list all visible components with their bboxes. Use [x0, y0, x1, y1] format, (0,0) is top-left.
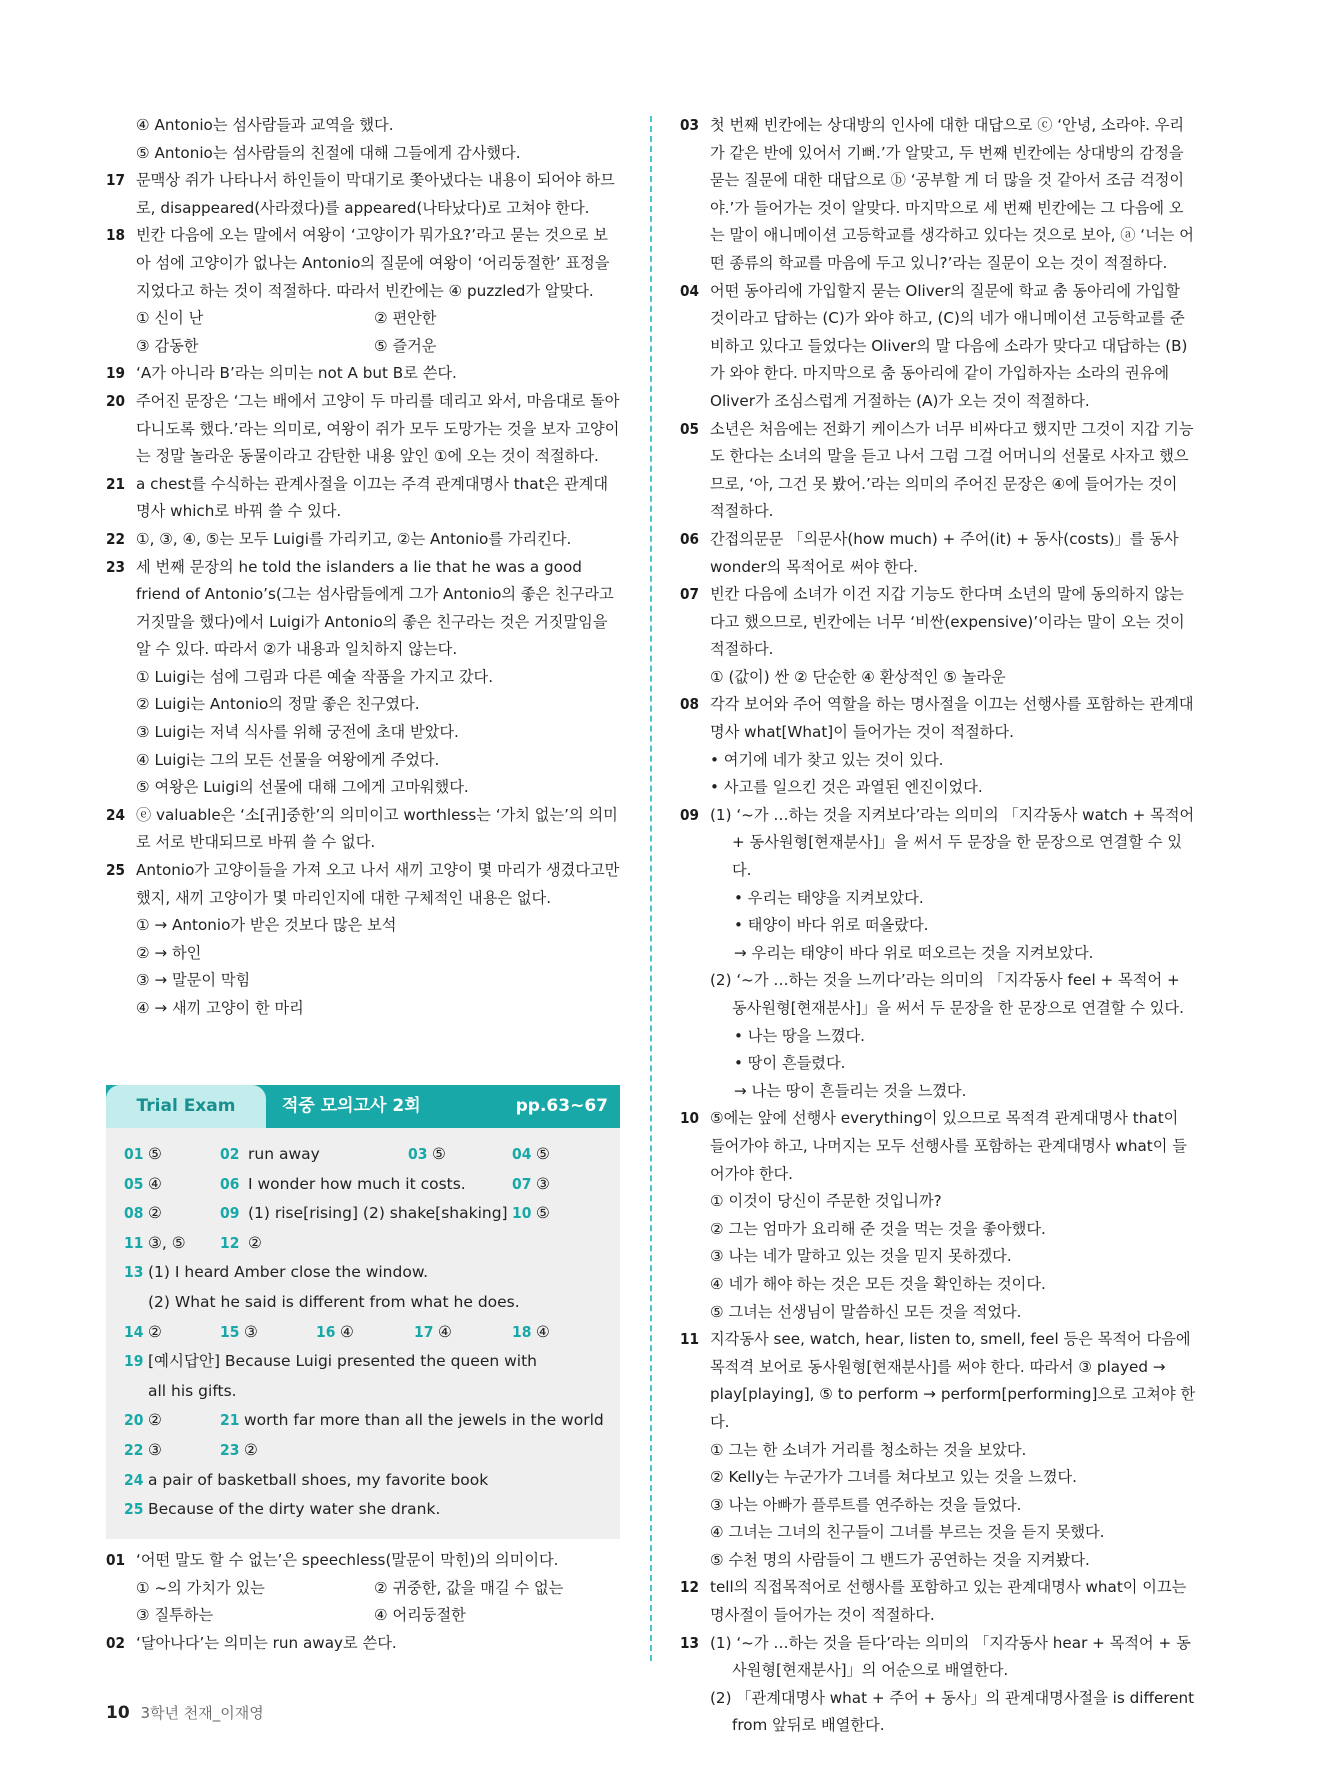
explanation-18 — [106, 222, 622, 305]
question-number: 24 — [106, 805, 126, 824]
answer-value: ② — [244, 1440, 258, 1459]
explanation-text: 간접의문문 「의문사(how much) + 주어(it) + 동사(costs)」를 동사wonder의 목적어로 써야 한다. — [710, 529, 1179, 576]
explanation-25 — [106, 857, 622, 912]
sub-line: ② Luigi는 Antonio의 정말 좋은 친구였다. — [136, 695, 420, 714]
explanation-text: ⑤에는 앞에 선행사 everything이 있으므로 목적격 관계대명사 that이 들어가야 하고, 나머지는 모두 선행사를 포함하는 관계대명사 what이 들어가야 한다. — [710, 1109, 1187, 1183]
explanation-05 — [680, 416, 1196, 526]
answer-number: 14 — [124, 1322, 144, 1341]
sub-line: ⑤ 그녀는 선생님이 말씀하신 모든 것을 적었다. — [710, 1302, 1022, 1321]
explanation-19 — [106, 360, 622, 388]
answer-key — [106, 1128, 620, 1539]
explanation-text: 빈칸 다음에 오는 말에서 여왕이 ‘고양이가 뭐가요?’라고 묻는 것으로 보아 섬에 고양이가 없나는 Antonio의 질문에 여왕이 ‘어리둥절한’ 표정을 지었다고 하는 것이 적절하다. 따라서 빈칸에는 ④ puzzled가 알맞다. — [136, 226, 610, 300]
answer-row — [124, 1199, 604, 1229]
answer-value: (1) rise[rising] (2) shake[shaking] — [248, 1204, 508, 1223]
answer-value: ② — [248, 1233, 262, 1252]
explanation-10 — [680, 1105, 1196, 1188]
answer-row — [124, 1258, 604, 1288]
explanation-text: 소년은 처음에는 전화기 케이스가 너무 비싸다고 했지만 그것이 지갑 기능도 한다는 소녀의 말을 듣고 나서 그럼 그걸 어머니의 선물로 사자고 했으므로, ‘아, 그건 못 봤어.’라는 의미의 주어진 문장은 ④에 들어가는 것이 적절하다. — [710, 419, 1194, 521]
option: ② 편안한 — [374, 309, 437, 328]
answer-number: 07 — [512, 1174, 532, 1193]
sub-line: ② 그는 엄마가 요리해 준 것을 먹는 것을 좋아했다. — [710, 1219, 1046, 1238]
option: ① ~의 가치가 있는 — [136, 1578, 265, 1597]
explanation-07 — [680, 581, 1196, 664]
answer-row — [124, 1140, 604, 1170]
explanation-24 — [106, 802, 622, 857]
question-number: 02 — [106, 1633, 126, 1652]
sub-line: ② Kelly는 누군가가 그녀를 쳐다보고 있는 것을 느꼈다. — [710, 1468, 1077, 1487]
answer-number: 18 — [512, 1322, 532, 1341]
trial-exam-title: 적중 모의고사 2회 — [282, 1096, 421, 1116]
explanation-text: (1) ‘~가 …하는 것을 듣다’라는 의미의 「지각동사 hear + 목적어 + 동사원형[현재분사]」의 어순으로 배열한다. — [710, 1633, 1191, 1680]
answer-number: 22 — [124, 1440, 144, 1459]
answer-number: 20 — [124, 1411, 144, 1430]
explanation-text: a chest를 수식하는 관계사절을 이끄는 주격 관계대명사 that은 관계대명사 which로 바꿔 쓸 수 있다. — [136, 474, 609, 521]
answer-number: 05 — [124, 1174, 144, 1193]
answer-row — [124, 1466, 604, 1496]
explanation-text: 각각 보어와 주어 역할을 하는 명사절을 이끄는 선행사를 포함하는 관계대명사 what[What]이 들어가는 것이 적절하다. — [710, 695, 1194, 742]
explanation-text: (1) ‘~가 …하는 것을 지켜보다’라는 의미의 「지각동사 watch + 목적어 + 동사원형[현재분사]」을 써서 두 문장을 한 문장으로 연결할 수 있다. — [710, 805, 1195, 880]
answer-value: (2) What he said is different from what he does. — [148, 1292, 520, 1311]
sub-line: ③ 나는 네가 말하고 있는 것을 믿지 못하겠다. — [710, 1247, 1012, 1266]
question-number: 11 — [680, 1330, 700, 1349]
question-number: 01 — [106, 1551, 126, 1569]
question-number: 08 — [680, 695, 700, 714]
answer-number: 09 — [220, 1204, 240, 1223]
sub-line: ① 이것이 당신이 주문한 것입니까? — [710, 1192, 942, 1211]
option: ③ 감동한 — [136, 336, 199, 355]
answer-row — [124, 1229, 604, 1259]
answer-number: 03 — [408, 1145, 428, 1163]
answer-row — [124, 1406, 604, 1436]
answer-number: 10 — [512, 1204, 532, 1223]
explanation-text: 주어진 문장은 ‘그는 배에서 고양이 두 마리를 데리고 와서, 마음대로 돌아다니도록 했다.’라는 의미로, 여왕이 쥐가 모두 도망가는 것을 보자 고양이는 정말 놀라운 동물이라고 감탄한 내용 앞인 ①에 오는 것이 적절하다. — [136, 391, 620, 466]
sub-line: ⑤ 수천 명의 사람들이 그 밴드가 공연하는 것을 지켜봤다. — [710, 1550, 1090, 1569]
left-column — [106, 112, 622, 1023]
explanation-text: ‘어떤 말도 할 수 없는’은 speechless(말문이 막힌)의 의미이다. — [136, 1551, 559, 1569]
left-bottom-column — [106, 1547, 622, 1657]
question-number: 07 — [680, 585, 700, 604]
answer-value: ③ — [536, 1174, 550, 1193]
answer-number: 25 — [124, 1500, 144, 1519]
trial-exam-box — [106, 1085, 620, 1539]
answer-value: ③ — [148, 1440, 162, 1459]
answer-value: I wonder how much it costs. — [248, 1174, 466, 1193]
answer-value: worth far more than all the jewels in the world — [244, 1411, 604, 1430]
question-number: 04 — [680, 281, 700, 300]
explanation-03 — [680, 112, 1196, 278]
trial-exam-pages: pp.63~67 — [515, 1096, 608, 1116]
answer-number: 12 — [220, 1233, 240, 1252]
answer-value: ③ — [244, 1322, 258, 1341]
answer-value: ② — [148, 1322, 162, 1341]
sub-line: ④ 그녀는 그녀의 친구들이 그녀를 부르는 것을 듣지 못했다. — [710, 1523, 1105, 1542]
answer-value: a pair of basketball shoes, my favorite book — [148, 1470, 489, 1489]
explanation-text: 어떤 동아리에 가입할지 묻는 Oliver의 질문에 학교 춤 동아리에 가입할 것이라고 답하는 (C)가 와야 하고, (C)의 네가 애니메이션 고등학교를 준비하고 있다고 들었다는 Oliver의 말 다음에 소라가 맞다고 대답하는 (B)가 와야 한다. 마지막으로 춤 동아리에 같이 가입하자는 소라의 권유에 Oliver가 조심스럽게 거절하는 (A)가 오는 것이 적절하다. — [710, 281, 1188, 410]
sub-line: ④ Luigi는 그의 모든 선물을 여왕에게 주었다. — [136, 750, 440, 769]
page-number: 10 — [106, 1703, 130, 1723]
sub-line: • 땅이 흔들렸다. — [734, 1054, 846, 1073]
answer-value: run away — [248, 1145, 320, 1163]
explanation-23 — [106, 554, 622, 664]
answer-row — [124, 1318, 604, 1348]
sub-line: → 우리는 태양이 바다 위로 떠오르는 것을 지켜보았다. — [734, 943, 1094, 962]
explanation-text: Antonio가 고양이들을 가져 오고 나서 새끼 고양이 몇 마리가 생겼다고만 했지, 새끼 고양이가 몇 마리인지에 대한 구체적인 내용은 없다. — [136, 861, 620, 907]
explanation-text: tell의 직접목적어로 선행사를 포함하고 있는 관계대명사 what이 이끄는 명사절이 들어가는 것이 적절하다. — [710, 1578, 1187, 1625]
answer-number: 15 — [220, 1322, 240, 1341]
option: ③ 질투하는 — [136, 1606, 214, 1625]
answer-number: 19 — [124, 1352, 144, 1371]
answer-value: Because of the dirty water she drank. — [148, 1500, 441, 1519]
option: ① 신이 난 — [136, 309, 204, 328]
answer-row — [124, 1347, 604, 1406]
question-number: 03 — [680, 116, 700, 134]
answer-number: 04 — [512, 1145, 532, 1163]
answer-number: 16 — [316, 1322, 336, 1341]
answer-value: ② — [148, 1411, 162, 1430]
footer-text: 3학년 천재_이재영 — [140, 1704, 264, 1722]
sub-line: ④ 네가 해야 하는 것은 모든 것을 확인하는 것이다. — [710, 1274, 1046, 1293]
explanation-text: 문맥상 쥐가 나타나서 하인들이 막대기로 쫓아냈다는 내용이 되어야 하므로, disappeared(사라졌다)를 appeared(나타났다)로 고쳐야 한다. — [136, 171, 615, 217]
explanation-text: (2) 「관계대명사 what + 주어 + 동사」의 관계대명사절을 is different from 앞뒤로 배열한다. — [710, 1688, 1195, 1735]
answer-number: 01 — [124, 1145, 144, 1163]
explanation-12 — [680, 1574, 1196, 1629]
answer-number: 08 — [124, 1204, 144, 1223]
explanation-06 — [680, 526, 1196, 581]
explanation-11 — [680, 1326, 1196, 1436]
explanation-text: 세 번째 문장의 he told the islanders a lie that he was a good friend of Antonio’s(그는 섬사람들에게 그가 Antonio의 좋은 친구라고 거짓말을 했다)에서 Luigi가 Antonio의 좋은 친구라는 것은 거짓말임을 알 수 있다. 따라서 ②가 내용과 일치하지 않는다. — [136, 557, 614, 659]
sub-line: • 여기에 네가 찾고 있는 것이 있다. — [710, 750, 944, 769]
answer-row — [124, 1170, 604, 1200]
answer-value: ④ — [536, 1322, 550, 1341]
option: ④ 어리둥절한 — [374, 1606, 466, 1625]
explanation-text: 빈칸 다음에 소녀가 이건 지갑 기능도 한다며 소년의 말에 동의하지 않는다고 했으므로, 빈칸에는 너무 ‘비싼(expensive)’이라는 말이 오는 것이 적절하다. — [710, 585, 1185, 659]
sub-line: • 나는 땅을 느꼈다. — [734, 1026, 865, 1045]
sub-line: • 태양이 바다 위로 떠올랐다. — [734, 916, 929, 935]
answer-value: ② — [148, 1204, 162, 1223]
explanation-09 — [680, 802, 1196, 885]
question-number: 23 — [106, 557, 126, 576]
answer-number: 23 — [220, 1440, 240, 1459]
answer-number: 17 — [414, 1322, 434, 1341]
sub-line: ③ → 말문이 막힘 — [136, 971, 251, 990]
answer-value: ⑤ — [536, 1145, 550, 1163]
question-number: 17 — [106, 171, 126, 190]
explanation-text: ⓔ valuable은 ‘소[귀]중한’의 의미이고 worthless는 ‘가치 없는’의 의미로 서로 반대되므로 바꿔 쓸 수 없다. — [136, 805, 618, 852]
trial-exam-header — [106, 1085, 620, 1128]
trial-exam-tab: Trial Exam — [106, 1085, 266, 1128]
option-grid — [106, 305, 622, 360]
answer-value: (1) I heard Amber close the window. — [148, 1263, 429, 1282]
question-number: 13 — [680, 1633, 700, 1652]
explanation-20 — [106, 388, 622, 471]
question-number: 18 — [106, 226, 126, 245]
answer-value: [예시답안] Because Luigi presented the queen with all his gifts. — [148, 1352, 537, 1400]
explanation-text: 지각동사 see, watch, hear, listen to, smell, feel 등은 목적어 다음에 목적격 보어로 동사원형[현재분사]를 써야 한다. 따라서 ③ played → play[playing], ⑤ to perform → perform[performing]으로 고쳐야 한다. — [710, 1330, 1196, 1431]
question-number: 20 — [106, 391, 126, 410]
explanation-text: ‘A가 아니라 B’라는 의미는 not A but B로 쓴다. — [136, 364, 457, 383]
sub-line: ① Luigi는 섬에 그림과 다른 예술 작품을 가지고 갔다. — [136, 667, 494, 686]
answer-value: ④ — [148, 1174, 162, 1193]
explanation-text: ①, ③, ④, ⑤는 모두 Luigi를 가리키고, ②는 Antonio를 가리킨다. — [136, 529, 572, 548]
sub-line: • 사고를 일으킨 것은 과열된 엔진이었다. — [710, 778, 983, 797]
explanation-01 — [106, 1547, 622, 1575]
sub-line: ⑤ 여왕은 Luigi의 선물에 대해 그에게 고마워했다. — [136, 778, 469, 797]
answer-value: ⑤ — [432, 1145, 446, 1163]
question-number: 21 — [106, 474, 126, 493]
question-number: 25 — [106, 861, 126, 880]
sub-line: ④ → 새끼 고양이 한 마리 — [136, 999, 304, 1017]
question-number: 12 — [680, 1578, 700, 1597]
answer-value: ④ — [438, 1322, 452, 1341]
explanation-04 — [680, 278, 1196, 416]
answer-row — [124, 1436, 604, 1466]
explanation-text: ‘달아나다’는 의미는 run away로 쓴다. — [136, 1633, 397, 1652]
sub-line: ② → 하인 — [136, 943, 202, 962]
answer-row — [124, 1288, 604, 1318]
sub-line: ① (값이) 싼 ② 단순한 ④ 환상적인 ⑤ 놀라운 — [710, 667, 1006, 686]
sub-line: ③ Luigi는 저녁 식사를 위해 궁전에 초대 받았다. — [136, 723, 459, 742]
sub-line: ③ 나는 아빠가 플루트를 연주하는 것을 들었다. — [710, 1495, 1022, 1514]
answer-number: 11 — [124, 1233, 144, 1252]
answer-number: 21 — [220, 1411, 240, 1430]
question-number: 10 — [680, 1109, 700, 1128]
explanation-22 — [106, 526, 622, 554]
option: ② 귀중한, 값을 매길 수 없는 — [374, 1578, 564, 1597]
question-number: 05 — [680, 419, 700, 438]
answer-row — [124, 1495, 604, 1525]
question-number: 19 — [106, 364, 126, 383]
right-column — [680, 112, 1196, 1740]
sub-line: ① 그는 한 소녀가 거리를 청소하는 것을 보았다. — [710, 1440, 1027, 1459]
explanation-21 — [106, 471, 622, 526]
explanation-text: 첫 번째 빈칸에는 상대방의 인사에 대한 대답으로 ⓒ ‘안녕, 소라야. 우리가 같은 반에 있어서 기뻐.’가 알맞고, 두 번째 빈칸에는 상대방의 감정을 묻는 질문에 대한 대답으로 ⓑ ‘공부할 게 더 많을 것 같아서 조금 걱정이야.’가 들어가는 것이 알맞다. 마지막으로 세 번째 빈칸에는 그 다음에 오는 말이 애니메이션 고등학교를 생각하고 있다는 것으로 보아, ⓐ ‘너는 어떤 종류의 학교를 마음에 두고 있니?’라는 질문이 오는 것이 적절하다. — [710, 116, 1194, 272]
sub-line: → 나는 땅이 흔들리는 것을 느꼈다. — [734, 1081, 967, 1100]
answer-line: ④ Antonio는 섬사람들과 교역을 했다. — [136, 116, 394, 134]
answer-value: ⑤ — [148, 1145, 162, 1163]
explanation-17 — [106, 167, 622, 222]
question-number: 06 — [680, 529, 700, 548]
answer-value: ④ — [340, 1322, 354, 1341]
page-footer — [106, 1702, 264, 1723]
answer-number: 13 — [124, 1263, 144, 1282]
explanation-13 — [680, 1630, 1196, 1685]
column-divider — [650, 116, 652, 1661]
explanation-02 — [106, 1630, 622, 1658]
answer-number: 02 — [220, 1145, 240, 1163]
explanation-08 — [680, 691, 1196, 746]
answer-number: 06 — [220, 1174, 240, 1193]
answer-number: 24 — [124, 1470, 144, 1489]
answer-value: ③, ⑤ — [148, 1233, 186, 1252]
question-number: 22 — [106, 529, 126, 548]
sub-line: • 우리는 태양을 지켜보았다. — [734, 888, 924, 907]
explanation-text: (2) ‘~가 …하는 것을 느끼다’라는 의미의 「지각동사 feel + 목적어 + 동사원형[현재분사]」을 써서 두 문장을 한 문장으로 연결할 수 있다. — [710, 971, 1184, 1017]
answer-value: ⑤ — [536, 1204, 550, 1223]
option-grid — [106, 1575, 622, 1630]
sub-line: ① → Antonio가 받은 것보다 많은 보석 — [136, 916, 397, 935]
answer-line: ⑤ Antonio는 섬사람들의 친절에 대해 그들에게 감사했다. — [136, 143, 521, 162]
option: ⑤ 즐거운 — [374, 336, 437, 355]
question-number: 09 — [680, 805, 700, 824]
